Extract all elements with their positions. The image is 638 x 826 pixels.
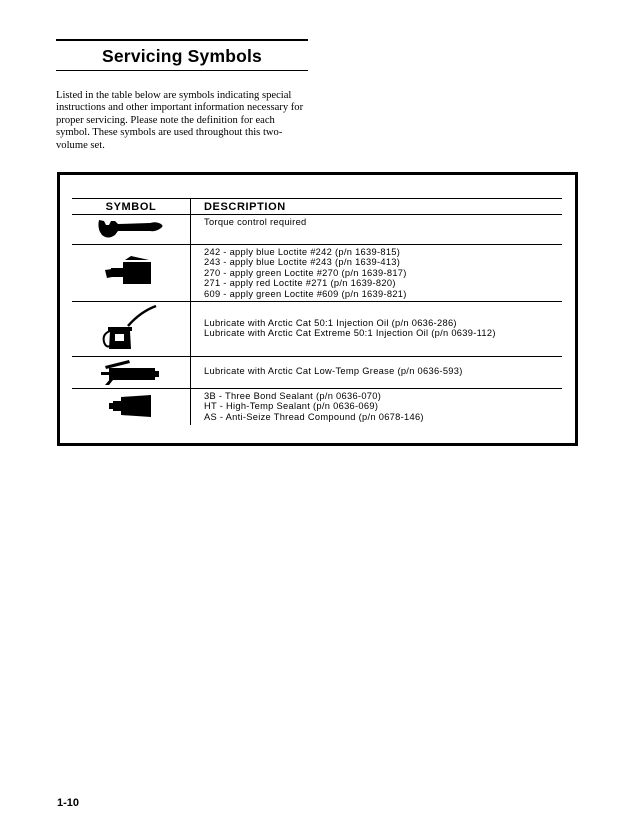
table-row (72, 215, 562, 245)
description-line: HT - High-Temp Sealant (p/n 0636-069) (204, 401, 379, 412)
description-line: Lubricate with Arctic Cat Extreme 50:1 Injection Oil (p/n 0639-112) (204, 328, 496, 339)
description-line: 243 - apply blue Loctite #243 (p/n 1639-413) (204, 257, 401, 268)
description-line: 242 - apply blue Loctite #242 (p/n 1639-815) (204, 247, 401, 257)
symbol-cell (72, 389, 191, 425)
description-line: 3B - Three Bond Sealant (p/n 0636-070) (204, 391, 382, 401)
grease-gun-icon (99, 358, 163, 386)
oil-can-icon (100, 304, 162, 352)
wrench-icon (96, 218, 166, 240)
table-row (72, 357, 562, 389)
table-row (72, 302, 562, 357)
page-number: 1-10 (57, 797, 80, 809)
description-cell (191, 245, 563, 302)
loctite-tube-icon (101, 256, 161, 288)
description-cell (191, 302, 563, 357)
table-header-row (72, 199, 562, 215)
description-line: 270 - apply green Loctite #270 (p/n 1639-817) (204, 267, 407, 278)
symbol-cell (72, 302, 191, 357)
description-line: 271 - apply red Loctite #271 (p/n 1639-820) (204, 278, 396, 289)
symbol-cell (72, 357, 191, 389)
description-line: AS - Anti-Seize Thread Compound (p/n 0678-146) (204, 411, 424, 422)
description-cell (191, 215, 563, 245)
symbols-table (72, 198, 562, 425)
symbol-cell (72, 215, 191, 245)
symbol-column-header: SYMBOL (72, 199, 191, 215)
title-rule-top (56, 39, 308, 41)
title-rule-bottom (56, 70, 308, 71)
table-row (72, 389, 562, 425)
description-line: Lubricate with Arctic Cat 50:1 Injection Oil (p/n 0636-286) (204, 318, 457, 328)
sealant-tube-icon (103, 393, 159, 419)
description-cell (191, 357, 563, 389)
table-row (72, 245, 562, 302)
description-column-header: DESCRIPTION (191, 199, 563, 215)
intro-paragraph: Listed in the table below are symbols indicating special instructions and other important information necessary for proper servicing. Please note the definition for each symbol. These symbols are used throughout this two-volume set. (56, 90, 304, 151)
symbol-cell (72, 245, 191, 302)
page-title: Servicing Symbols (102, 46, 262, 66)
description-line: Lubricate with Arctic Cat Low-Temp Grease (p/n 0636-593) (204, 366, 463, 376)
description-line: Torque control required (204, 217, 307, 227)
description-line: 609 - apply green Loctite #609 (p/n 1639-821) (204, 288, 407, 299)
description-cell (191, 389, 563, 425)
